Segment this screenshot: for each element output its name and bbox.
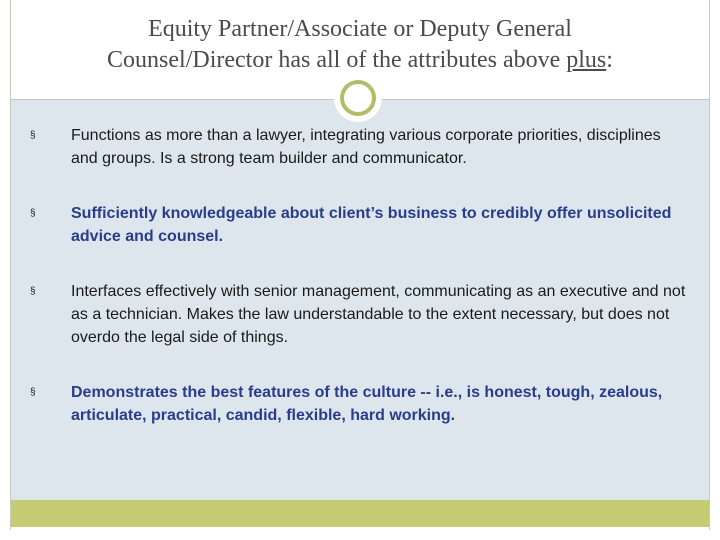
footer-accent-bar [11,500,709,527]
bullet-text: Interfaces effectively with senior management, communicating as an executive and not as a technician. Makes the law understandable to the extent necessary, but does not overdo the legal side of things. [71,283,686,346]
bullet-marker-icon: § [30,130,36,141]
bullet-marker-icon: § [30,208,36,219]
title-emphasis: plus [566,47,607,73]
circle-ornament-icon [340,80,376,116]
bullet-item-2 [30,202,690,248]
title-line-2: Counsel/Director has all of the attributes above [107,47,567,73]
bullet-text: Sufficiently knowledgeable about client’s business to credibly offer unsolicited advice and counsel. [71,205,672,245]
bullet-item-4 [30,381,690,427]
bullet-marker-icon: § [30,387,36,398]
slide-title [11,14,709,76]
bullet-text: Functions as more than a lawyer, integrating various corporate priorities, disciplines and groups. Is a strong team builder and communicator. [71,127,661,167]
title-line-1: Equity Partner/Associate or Deputy General [148,16,572,42]
bullet-marker-icon: § [30,286,36,297]
bullet-item-1 [30,124,690,170]
bullet-text: Demonstrates the best features of the culture -- i.e., is honest, tough, zealous, articulate, practical, candid, flexible, hard working. [71,384,663,424]
bullet-item-3 [30,280,690,349]
title-suffix: : [606,47,613,73]
bullet-list [30,124,690,427]
